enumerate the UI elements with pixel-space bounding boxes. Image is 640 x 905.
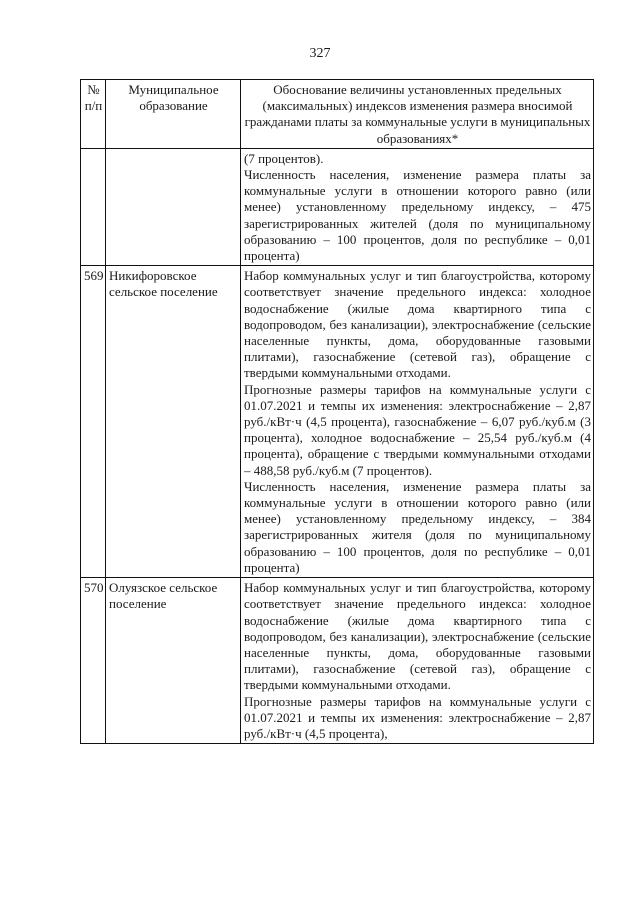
table-row bbox=[81, 148, 594, 265]
header-justification: Обоснование величины установленных предельных (максимальных) индексов изменения размера вносимой гражданами платы за коммунальные услуги в муниципальных образованиях* bbox=[241, 80, 594, 149]
table-header-row bbox=[81, 80, 594, 149]
paragraph: Прогнозные размеры тарифов на коммунальные услуги с 01.07.2021 и темпы их изменения: электроснабжение – 2,87 руб./кВт·ч (4,5 процента), bbox=[244, 693, 591, 741]
row-justification bbox=[241, 578, 594, 744]
row-justification bbox=[241, 266, 594, 578]
header-num: № п/п bbox=[81, 80, 106, 149]
paragraph: Численность населения, изменение размера платы за коммунальные услуги в отношении которого равно (или менее) установленному предельному индексу, – 384 зарегистрированных жителя (доля по муниципальному образованию – 100 процентов, доля по республике – 0,01 процента) bbox=[244, 478, 591, 575]
header-municipality: Муниципальное образование bbox=[106, 80, 241, 149]
row-num: 569 bbox=[81, 266, 106, 578]
row-municipality bbox=[106, 148, 241, 265]
paragraph: (7 процентов). bbox=[244, 150, 324, 166]
paragraph: Набор коммунальных услуг и тип благоустройства, которому соответствует значение предельного индекса: холодное водоснабжение (жилые дома квартирного типа с водопроводом, без канализации), электроснабжение (сельские населенные пункты, дома, оборудованные газовыми плитами), газоснабжение (сетевой газ), обращение с твердыми коммунальными отходами. bbox=[244, 580, 591, 693]
row-num bbox=[81, 148, 106, 265]
paragraph: Набор коммунальных услуг и тип благоустройства, которому соответствует значение предельного индекса: холодное водоснабжение (жилые дома квартирного типа с водопроводом, без канализации), электроснабжение (сельские населенные пункты, дома, оборудованные газовыми плитами), газоснабжение (сетевой газ), обращение с твердыми коммунальными отходами. bbox=[244, 268, 591, 381]
row-num: 570 bbox=[81, 578, 106, 744]
row-municipality: Никифоровское сельское поселение bbox=[106, 266, 241, 578]
tariff-table bbox=[80, 79, 594, 744]
row-municipality: Олуязское сельское поселение bbox=[106, 578, 241, 744]
row-justification bbox=[241, 148, 594, 265]
page-number: 327 bbox=[309, 46, 331, 61]
table-row bbox=[81, 266, 594, 578]
paragraph: Прогнозные размеры тарифов на коммунальные услуги с 01.07.2021 и темпы их изменения: электроснабжение – 2,87 руб./кВт·ч (4,5 процента), газоснабжение – 6,07 руб./куб.м (3 процента), холодное водоснабжение – 25,54 руб./куб.м (4 процента), обращение с твердыми коммунальными отходами – 488,58 руб./куб.м (7 процентов). bbox=[244, 381, 591, 478]
paragraph: Численность населения, изменение размера платы за коммунальные услуги в отношении которого равно (или менее) установленному предельному индексу, – 475 зарегистрированных жителей (доля по муниципальному образованию – 100 процентов, доля по республике – 0,01 процента) bbox=[244, 167, 591, 264]
table-row bbox=[81, 578, 594, 744]
